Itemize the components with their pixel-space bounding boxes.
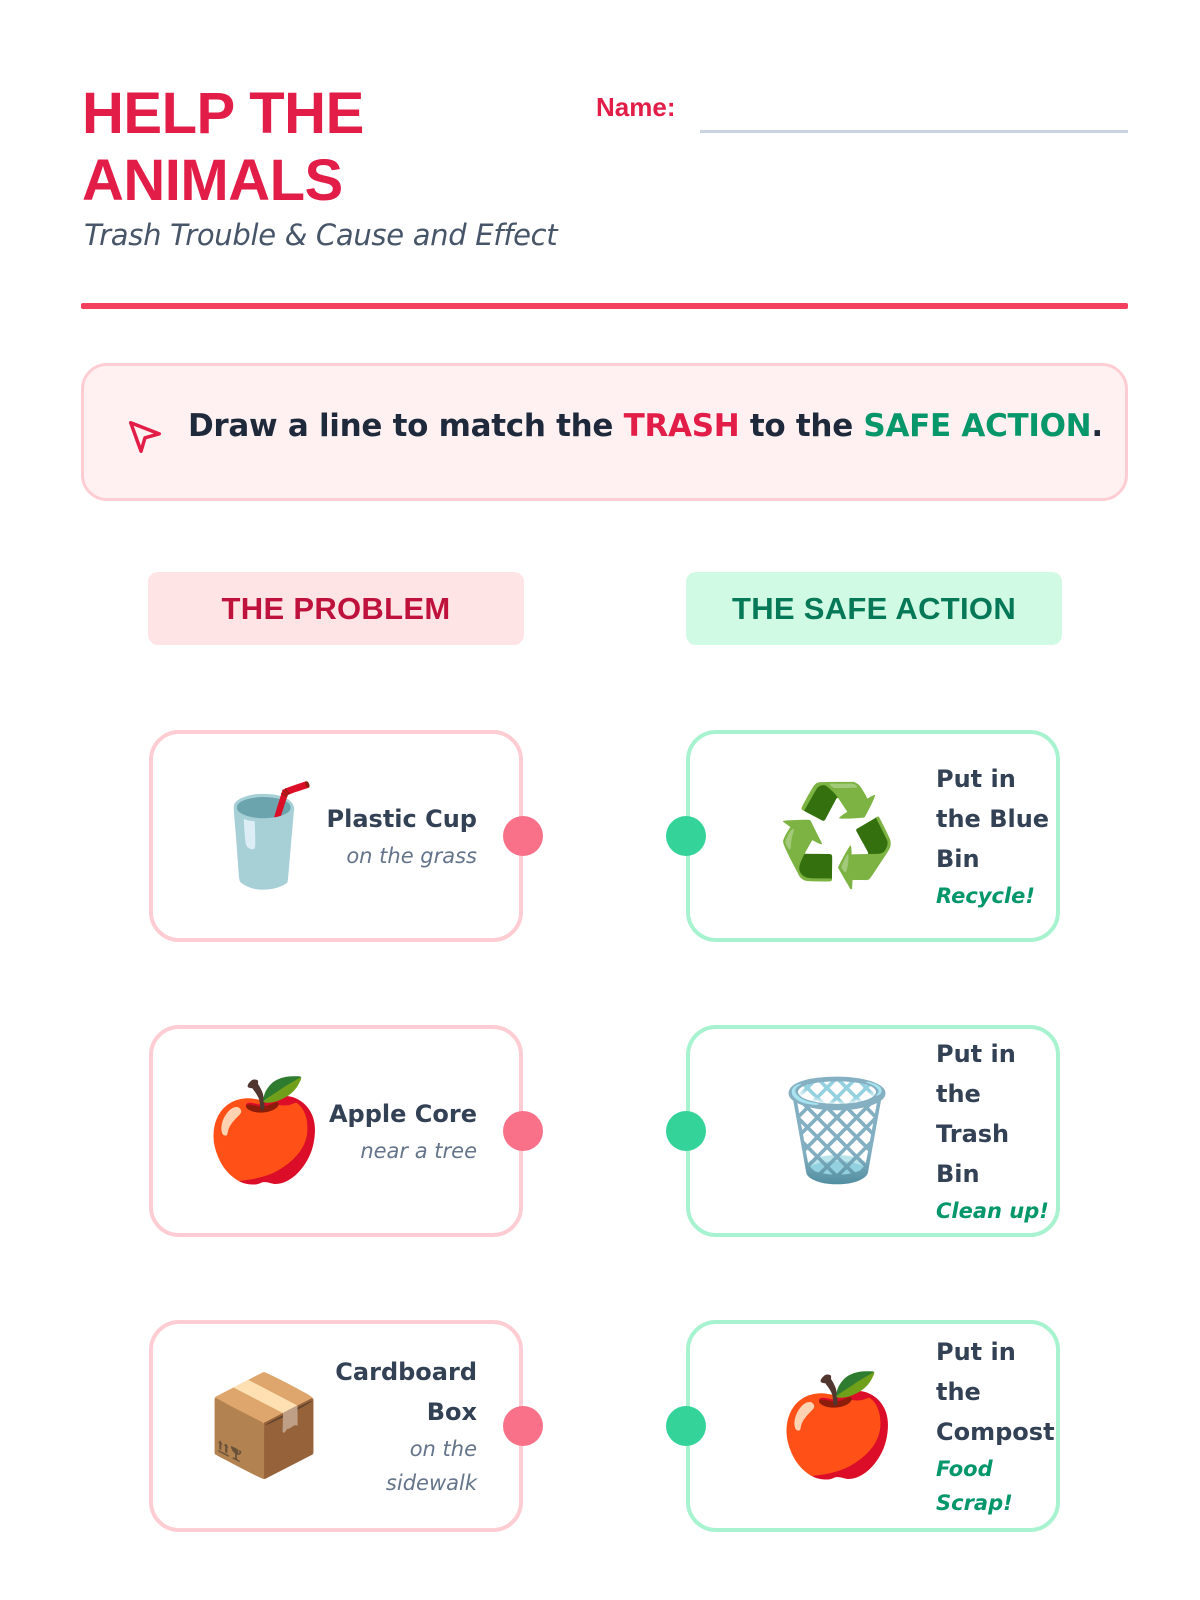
action-note: Recycle! [936,884,1035,908]
apple-icon: 🍎 [203,1074,326,1188]
problem-card-cardboard-box [149,1320,523,1532]
cursor-pointer-icon [126,418,164,456]
action-card-blue-bin [686,730,1060,942]
problem-name: Apple Core [328,1100,477,1128]
name-label: Name: [596,92,676,122]
instruction-box [81,363,1128,501]
problem-name: Plastic Cup [326,805,477,833]
problem-location: near a tree [360,1139,477,1163]
match-dot-action-2[interactable] [666,1111,706,1151]
header-divider [81,303,1128,309]
problem-column-heading: THE PROBLEM [148,572,524,645]
safe-action-column-heading: THE SAFE ACTION [686,572,1062,645]
worksheet-subtitle: Trash Trouble & Cause and Effect [84,218,558,252]
match-dot-action-3[interactable] [666,1406,706,1446]
action-name: Put in the Trash Bin [936,1040,1016,1188]
action-name: Put in the Compost [936,1338,1055,1446]
trash-bin-icon: 🗑️ [776,1074,899,1188]
action-note: Clean up! [936,1199,1049,1223]
keyword-safe-action: SAFE ACTION [863,408,1092,444]
match-dot-problem-1[interactable] [503,816,543,856]
action-card-trash-bin [686,1025,1060,1237]
problem-name: Cardboard Box [335,1358,477,1426]
problem-card-plastic-cup [149,730,523,942]
problem-location: on the sidewalk [385,1437,477,1495]
apple-icon: 🍎 [776,1369,899,1483]
action-note: Food Scrap! [936,1457,1013,1515]
worksheet-title: HELP THE ANIMALS [82,81,364,213]
name-field-line[interactable] [700,130,1128,133]
action-name: Put in the Blue Bin [936,765,1050,873]
cardboard-box-icon: 📦 [203,1369,326,1483]
problem-location: on the grass [346,844,477,868]
problem-card-apple-core [149,1025,523,1237]
match-dot-action-1[interactable] [666,816,706,856]
keyword-trash: TRASH [623,408,740,444]
instruction-text: Draw a line to match the TRASH to the SAFE ACTION. [188,408,1103,444]
match-dot-problem-2[interactable] [503,1111,543,1151]
match-dot-problem-3[interactable] [503,1406,543,1446]
plastic-cup-icon: 🥤 [203,779,326,893]
recycle-icon: ♻️ [776,779,899,893]
action-card-compost [686,1320,1060,1532]
